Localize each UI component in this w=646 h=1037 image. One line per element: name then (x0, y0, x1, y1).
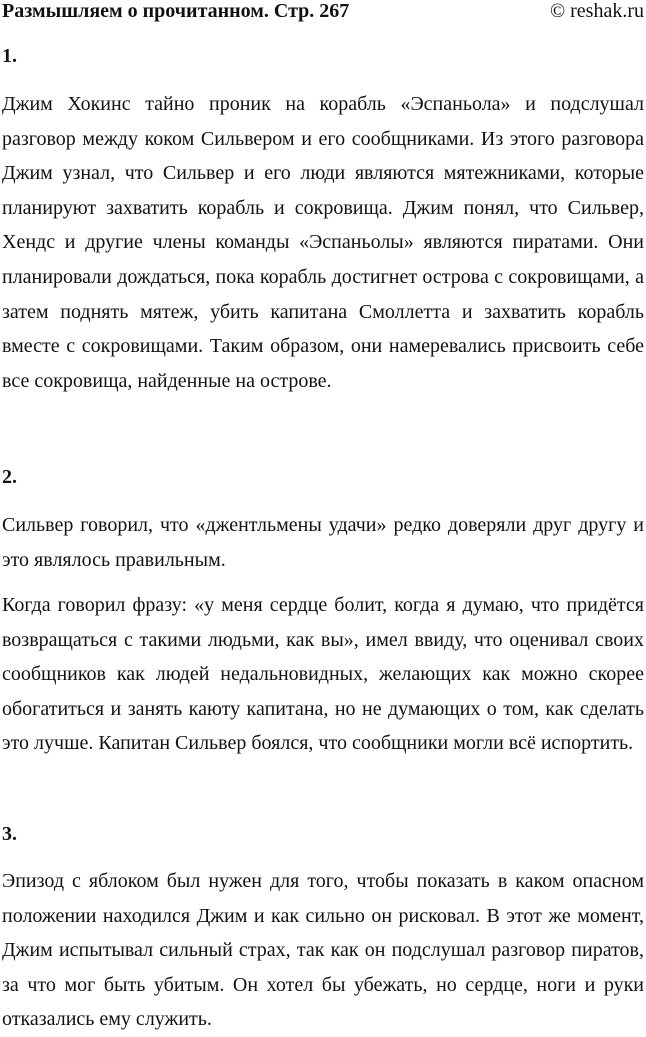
page-title: Размышляем о прочитанном. Стр. 267 (2, 0, 350, 22)
section-number-3: 3. (2, 823, 17, 845)
answer-paragraph-2b: Когда говорил фразу: «у меня сердце болит, когда я думаю, что придётся возвращаться с такими людьми, как вы», имел ввиду, что оценивал своих сообщников как людей недальновидных, желающих как можно скорее обогатиться и занять каюту капитана, но не думающих о том, как сделать это лучше. Капитан Сильвер боялся, что сообщники могли всё испортить. (2, 594, 644, 755)
answer-paragraph-1: Джим Хокинс тайно проник на корабль «Эспаньола» и подслушал разговор между коком Сильвером и его сообщниками. Из этого разговора Джим узнал, что Сильвер и его люди являются мятежниками, которые планируют захватить корабль и сокровища. Джим понял, что Сильвер, Хендс и другие члены команды «Эспаньолы» являются пиратами. Они планировали дождаться, пока корабль достигнет острова с сокровищами, а затем поднять мятеж, убить капитана Смоллетта и захватить корабль вместе с сокровищами. Таким образом, они намеревались присвоить себе все сокровища, найденные на острове. (2, 93, 644, 392)
section-number-2: 2. (2, 466, 17, 488)
site-credit[interactable]: © reshak.ru (549, 0, 644, 22)
page-header (2, 0, 644, 26)
answer-paragraph-2a: Сильвер говорил, что «джентльмены удачи» редко доверяли друг другу и это являлось правильным. (2, 514, 644, 571)
section-number-1: 1. (2, 45, 17, 67)
answer-paragraph-3: Эпизод с яблоком был нужен для того, чтобы показать в каком опасном положении находился Джим и как сильно он рисковал. В этот же момент, Джим испытывал сильный страх, так как он подслушал разговор пиратов, за что мог быть убитым. Он хотел бы убежать, но сердце, ноги и руки отказались ему служить. (2, 870, 644, 1031)
